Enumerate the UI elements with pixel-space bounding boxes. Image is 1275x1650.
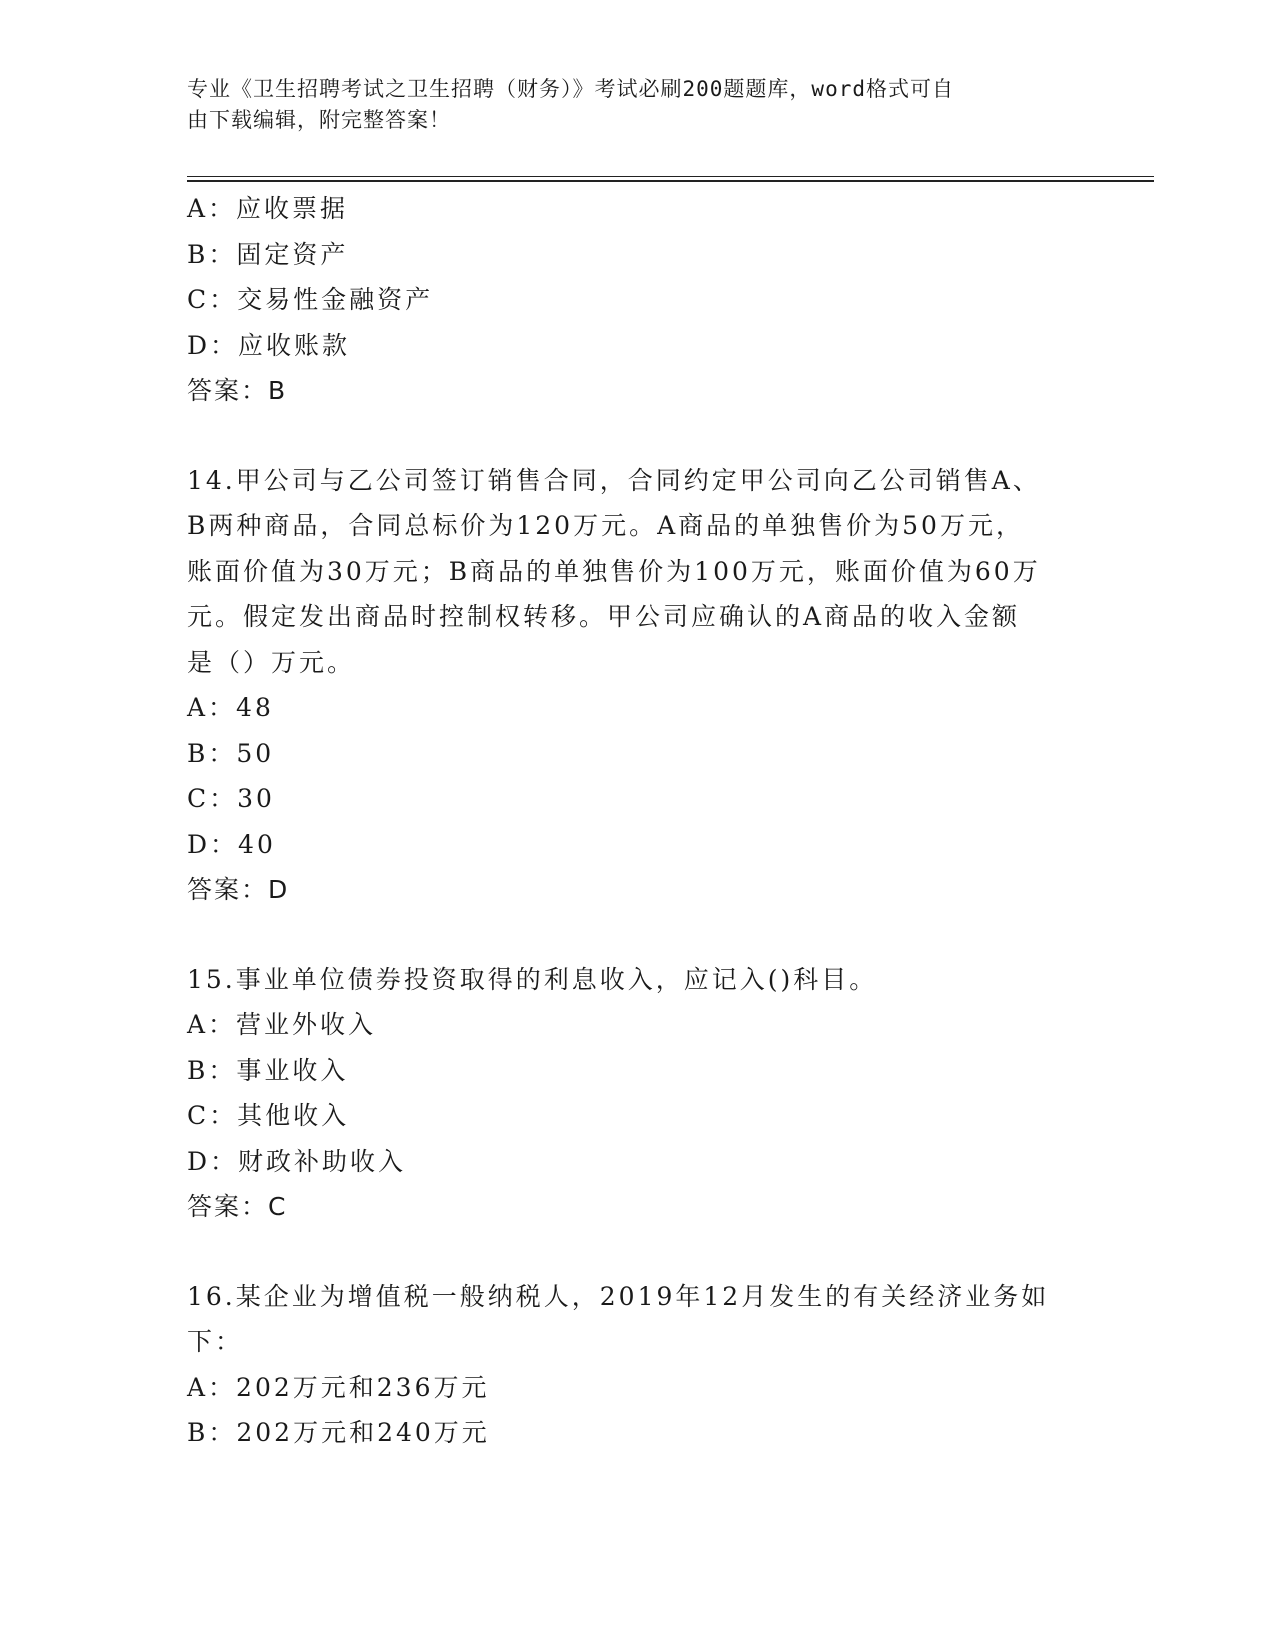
answer-line: 答案：C	[187, 1192, 288, 1221]
spacer	[187, 414, 1087, 458]
header-rule-thin	[187, 176, 1154, 177]
answer-line: 答案：B	[187, 376, 288, 405]
question-stem-line: 14.甲公司与乙公司签订销售合同，合同约定甲公司向乙公司销售A、	[187, 465, 1041, 495]
option-b: B：事业收入	[187, 1055, 349, 1085]
answer-line: 答案：D	[187, 875, 290, 904]
question-stem-line: 账面价值为30万元；B商品的单独售价为100万元，账面价值为60万	[187, 556, 1041, 586]
option-d: D：财政补助收入	[187, 1146, 407, 1176]
option-c: C：其他收入	[187, 1101, 350, 1130]
question-content	[187, 186, 1087, 1456]
question-15	[187, 957, 1087, 1230]
option-b: B：50	[187, 738, 275, 768]
spacer	[187, 1230, 1087, 1274]
question-stem-line: 元。假定发出商品时控制权转移。甲公司应确认的A商品的收入金额	[187, 602, 1021, 631]
option-d: D：应收账款	[187, 330, 351, 360]
spacer	[187, 913, 1087, 957]
option-a: A：48	[187, 693, 274, 722]
header-line-2: 由下载编辑，附完整答案！	[187, 108, 451, 132]
question-13	[187, 186, 1087, 414]
question-16	[187, 1274, 1087, 1456]
option-a: A：202万元和236万元	[187, 1372, 490, 1402]
question-stem-line: 15.事业单位债券投资取得的利息收入，应记入()科目。	[187, 964, 878, 994]
option-a: A：营业外收入	[187, 1010, 377, 1039]
header-rule-thick	[187, 180, 1154, 182]
option-d: D：40	[187, 829, 276, 859]
header-line-1: 专业《卫生招聘考试之卫生招聘（财务）》考试必刷200题题库，word格式可自	[187, 77, 954, 101]
option-a: A：应收票据	[187, 194, 349, 223]
question-stem-line: 16.某企业为增值税一般纳税人，2019年12月发生的有关经济业务如	[187, 1281, 1050, 1311]
question-14	[187, 458, 1087, 913]
question-stem-line: 是（）万元。	[187, 647, 356, 677]
option-b: B：202万元和240万元	[187, 1418, 490, 1447]
option-c: C：交易性金融资产	[187, 285, 434, 314]
option-b: B：固定资产	[187, 239, 349, 269]
document-header	[187, 74, 1067, 136]
option-c: C：30	[187, 784, 275, 813]
question-stem-line: B两种商品，合同总标价为120万元。A商品的单独售价为50万元，	[187, 511, 1024, 540]
question-stem-line: 下：	[187, 1327, 244, 1356]
